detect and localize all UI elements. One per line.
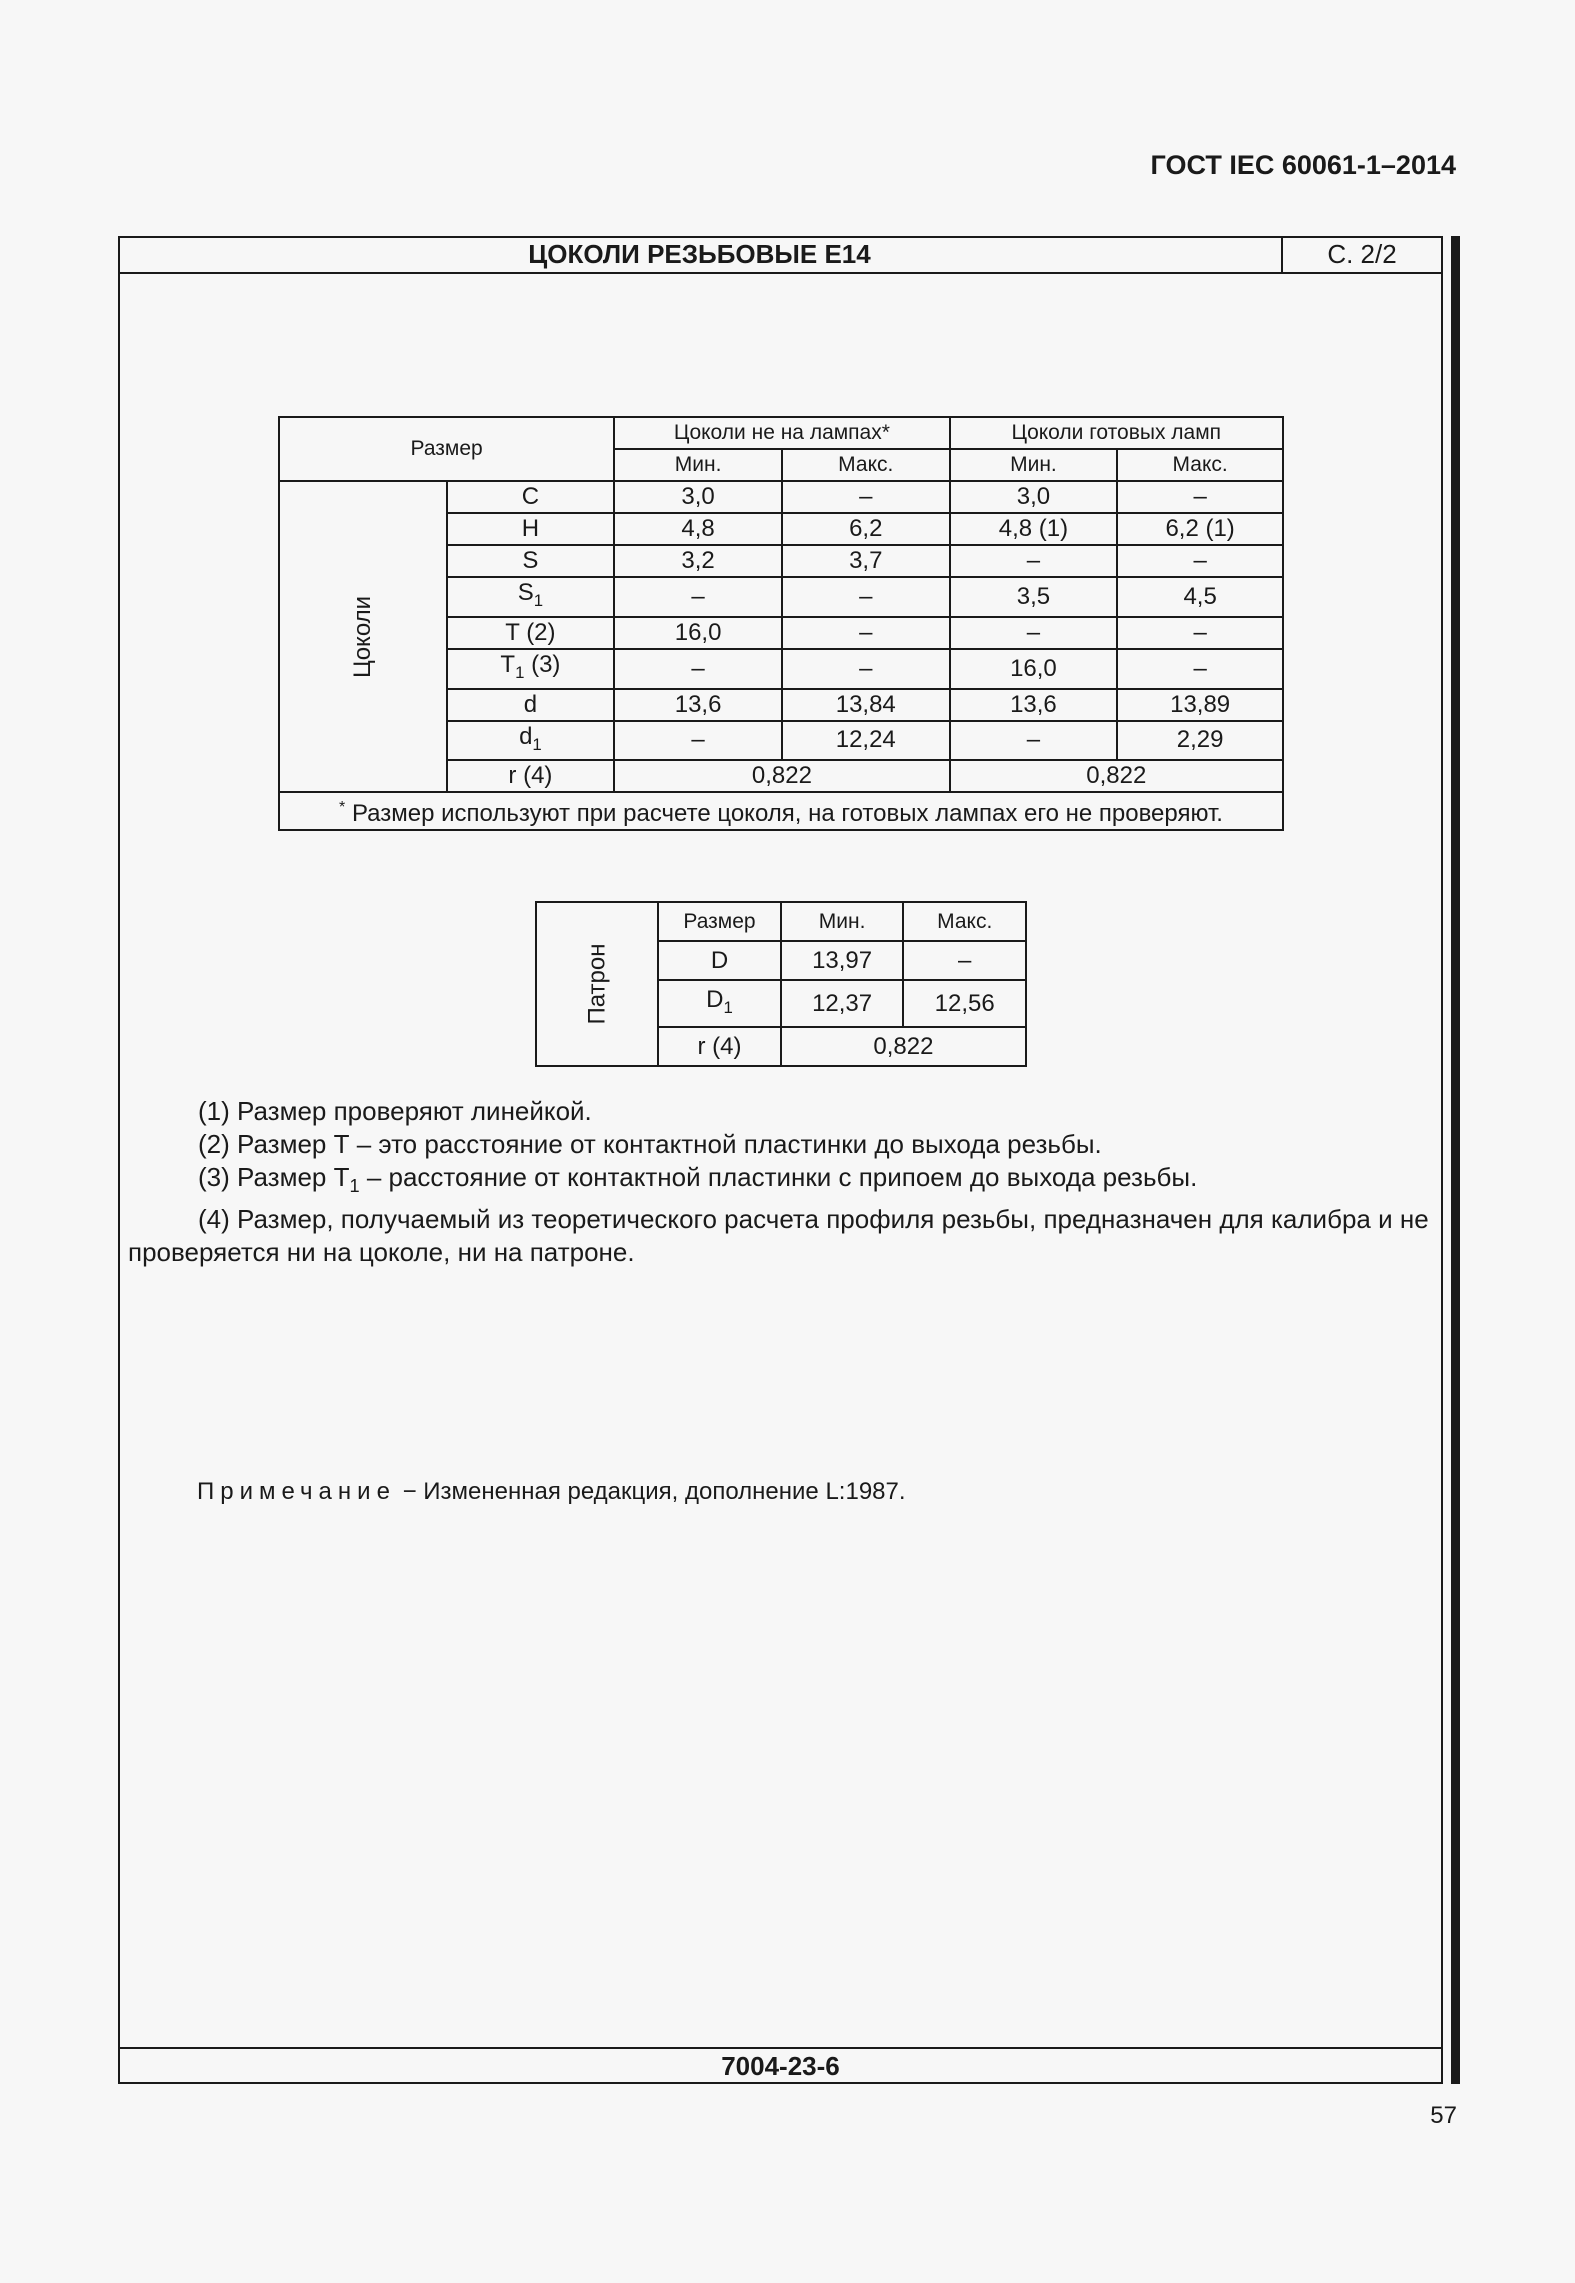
note-item: (3) Размер $Т_1$ – расстояние от контактной пластинки с припоем до выхода резьбы. <box>198 1162 1198 1197</box>
cell: 12,24 <box>782 721 950 761</box>
cell: – <box>1117 545 1283 577</box>
cell: 0,822 <box>950 760 1283 792</box>
cell: – <box>1117 649 1283 689</box>
cell: – <box>950 617 1118 649</box>
row-group-label: Патрон <box>536 902 658 1066</box>
cell: 13,97 <box>781 941 904 980</box>
cell: 12,56 <box>903 980 1026 1027</box>
base-dimensions-table <box>278 416 1284 831</box>
cell: – <box>614 721 782 761</box>
header-min: Мин. <box>614 449 782 481</box>
header-max: Макс. <box>1117 449 1283 481</box>
cell: 16,0 <box>950 649 1118 689</box>
cell: 3,7 <box>782 545 950 577</box>
header-max: Макс. <box>903 902 1026 941</box>
row-name: C <box>447 481 615 513</box>
note-item: (4) Размер, получаемый из теоретического расчета профиля резьбы, предназначен для калибра и не проверяется ни на цоколе, ни на патроне. <box>128 1204 1429 1268</box>
cell: – <box>614 649 782 689</box>
cell: 3,0 <box>614 481 782 513</box>
header-group-finished-lamps: Цоколи готовых ламп <box>950 417 1283 449</box>
cell: 3,0 <box>950 481 1118 513</box>
sheet-page-ref: С. 2/2 <box>1327 239 1397 269</box>
row-name: r (4) <box>658 1027 781 1066</box>
cell: – <box>950 721 1118 761</box>
cell: 6,2 <box>782 513 950 545</box>
note-item: (2) Размер Т – это расстояние от контактной пластинки до выхода резьбы. <box>198 1129 1102 1159</box>
header-max: Макс. <box>782 449 950 481</box>
header-min: Мин. <box>781 902 904 941</box>
cell: – <box>782 649 950 689</box>
cell: – <box>950 545 1118 577</box>
row-name: $d_1$ <box>447 721 615 761</box>
cell: 4,8 (1) <box>950 513 1118 545</box>
cell: – <box>1117 617 1283 649</box>
cell: 0,822 <box>781 1027 1026 1066</box>
cell: 13,6 <box>950 689 1118 721</box>
cell: 0,822 <box>614 760 949 792</box>
row-name: r (4) <box>447 760 615 792</box>
cell: 13,89 <box>1117 689 1283 721</box>
row-name: T (2) <box>447 617 615 649</box>
cell: 2,29 <box>1117 721 1283 761</box>
header-size: Размер <box>658 902 781 941</box>
sheet-footer-code: 7004-23-6 <box>118 2047 1443 2084</box>
cell: 4,5 <box>1117 577 1283 617</box>
cell: 6,2 (1) <box>1117 513 1283 545</box>
table-row <box>279 481 1283 513</box>
cell: 3,2 <box>614 545 782 577</box>
cell: 12,37 <box>781 980 904 1027</box>
table-footnote: * Размер используют при расчете цоколя, на готовых лампах его не проверяют. <box>279 792 1283 830</box>
row-name: H <box>447 513 615 545</box>
cell: – <box>782 577 950 617</box>
cell: 3,5 <box>950 577 1118 617</box>
cell: 13,84 <box>782 689 950 721</box>
header-min: Мин. <box>950 449 1118 481</box>
row-name: $T_1$ (3) <box>447 649 615 689</box>
document-code: ГОСТ IEC 60061-1–2014 <box>1150 150 1456 180</box>
page-number: 57 <box>1430 2102 1457 2129</box>
cell: 13,6 <box>614 689 782 721</box>
cell: – <box>614 577 782 617</box>
remark-label: Примечание <box>197 1478 396 1505</box>
frame-edge-bar <box>1451 236 1460 2084</box>
row-name: d <box>447 689 615 721</box>
cell: 4,8 <box>614 513 782 545</box>
row-group-label: Цоколи <box>279 481 447 792</box>
sheet-title: ЦОКОЛИ РЕЗЬБОВЫЕ Е14 <box>118 236 1283 272</box>
cell: – <box>903 941 1026 980</box>
notes-list <box>128 1095 1438 1269</box>
row-name: $S_1$ <box>447 577 615 617</box>
holder-dimensions-table <box>535 901 1027 1067</box>
row-name: S <box>447 545 615 577</box>
cell: 16,0 <box>614 617 782 649</box>
sheet-header-row <box>118 236 1443 274</box>
cell: – <box>782 617 950 649</box>
row-name: D <box>658 941 781 980</box>
row-name: $D_1$ <box>658 980 781 1027</box>
cell: – <box>782 481 950 513</box>
header-size: Размер <box>279 417 614 481</box>
note-item: (1) Размер проверяют линейкой. <box>198 1096 592 1126</box>
remark <box>197 1478 906 1506</box>
remark-text: − Измененная редакция, дополнение L:1987. <box>395 1478 906 1505</box>
cell: – <box>1117 481 1283 513</box>
header-group-loose-caps: Цоколи не на лампах* <box>614 417 949 449</box>
